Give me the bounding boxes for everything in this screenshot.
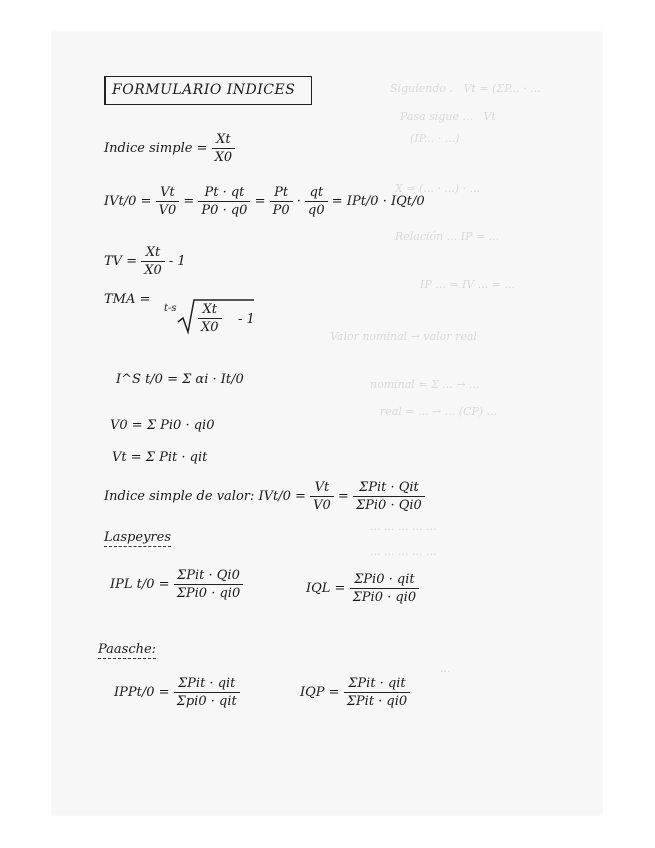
paasche-heading: Paasche: bbox=[98, 642, 157, 657]
iqp-lhs: IQP = bbox=[300, 685, 340, 700]
bleed-through-text: IP ... = IV ... = ... bbox=[420, 278, 515, 291]
fraction bbox=[141, 245, 165, 278]
numerator: Xt bbox=[202, 302, 217, 317]
formula-sintetico: I^S t/0 = Σ αi · It/0 bbox=[116, 372, 244, 387]
fraction bbox=[198, 185, 250, 218]
bleed-through-text: X = (... · ...) · ... bbox=[395, 182, 481, 195]
formula-iqp bbox=[300, 676, 410, 709]
bleed-through-text: Valor nominal → valor real bbox=[330, 330, 477, 343]
numerator: Vt bbox=[160, 185, 175, 200]
tma-tail: - 1 bbox=[238, 312, 255, 327]
bleed-through-text: (IP... · ...) bbox=[410, 132, 460, 145]
denominator: P0 · q0 bbox=[198, 201, 250, 218]
tma-root-index: t-s bbox=[164, 303, 177, 314]
bleed-through-text: real = ... → ... (CP) ... bbox=[380, 405, 498, 418]
formula-indice-valor: Indice simple de valor: IVt/0 = $\frac{Vt}{V0}$ = ΣPit · Qit ΣPi0 · Qi0 bbox=[104, 480, 425, 513]
numerator: ΣPit · Qi0 bbox=[177, 568, 240, 583]
formula-tma bbox=[104, 292, 150, 307]
formula-tv bbox=[104, 245, 186, 278]
fraction bbox=[156, 185, 180, 218]
fraction bbox=[305, 185, 328, 218]
numerator: ΣPit · qit bbox=[177, 676, 236, 691]
numerator: qt bbox=[309, 185, 324, 200]
denominator: q0 bbox=[305, 201, 328, 218]
denominator: X0 bbox=[212, 148, 236, 165]
denominator: X0 bbox=[141, 261, 165, 278]
laspeyres-heading: Laspeyres bbox=[104, 530, 171, 545]
ivalor-lhs: IVt/0 = bbox=[258, 489, 306, 504]
formula-vt: Vt = Σ Pit · qit bbox=[112, 450, 208, 465]
formula-ipp bbox=[114, 676, 240, 709]
formula-iql bbox=[306, 572, 419, 605]
formula-iv: IVt/0 = $\frac{Vt}{V0}$ = $\frac{Pt \cdot qt}{P0 \cdot q0}$ = $\frac{Pt}{P0}$ · $\frac{qt}{q0}$ = IPt/0 · IQt/0 bbox=[104, 185, 425, 218]
tma-fraction bbox=[198, 302, 222, 335]
denominator: ΣPit · qi0 bbox=[344, 692, 410, 709]
page-title: FORMULARIO INDICES bbox=[112, 82, 296, 98]
fraction bbox=[174, 568, 244, 601]
tv-tail: - 1 bbox=[168, 254, 186, 269]
bleed-through-text: Siguiendo . Vt = (ΣP... · ... bbox=[390, 82, 541, 95]
numerator: Xt bbox=[216, 132, 231, 147]
indice-simple-label: Indice simple = bbox=[104, 141, 208, 156]
numerator: Pt · qt bbox=[204, 185, 245, 200]
denominator: Σpi0 · qit bbox=[174, 692, 240, 709]
fraction bbox=[198, 302, 222, 335]
fraction bbox=[353, 480, 425, 513]
fraction bbox=[350, 572, 420, 605]
bleed-through-text: ... ... ... ... ... bbox=[370, 520, 437, 533]
ipl-lhs: IPL t/0 = bbox=[110, 577, 170, 592]
formula-v0: V0 = Σ Pi0 · qi0 bbox=[110, 418, 215, 433]
numerator: ΣPit · Qit bbox=[359, 480, 419, 495]
bleed-through-text: Relación ... IP = ... bbox=[395, 230, 500, 243]
denominator: ΣPi0 · qi0 bbox=[350, 588, 420, 605]
ipp-lhs: IPPt/0 = bbox=[114, 685, 170, 700]
denominator: P0 bbox=[270, 201, 293, 218]
bleed-through-text: Pasa sigue ... Vt bbox=[400, 110, 496, 123]
fraction bbox=[212, 132, 236, 165]
fraction bbox=[270, 185, 293, 218]
fraction bbox=[310, 480, 334, 513]
numerator: Pt bbox=[274, 185, 289, 200]
numerator: Vt bbox=[314, 480, 330, 495]
numerator: Xt bbox=[145, 245, 161, 260]
iv-lhs: IVt/0 = bbox=[104, 194, 152, 209]
denominator: V0 bbox=[310, 496, 334, 513]
iv-rhs: = IPt/0 · IQt/0 bbox=[331, 194, 425, 209]
bleed-through-text: nominal = Σ ... → ... bbox=[370, 378, 480, 391]
fraction bbox=[174, 676, 240, 709]
formula-indice-simple bbox=[104, 132, 235, 165]
denominator: ΣPi0 · qi0 bbox=[174, 584, 244, 601]
tv-lhs: TV = bbox=[104, 254, 138, 269]
bleed-through-text: ... bbox=[440, 662, 451, 675]
numerator: ΣPit · qit bbox=[348, 676, 406, 691]
tma-lhs: TMA = bbox=[104, 292, 151, 307]
denominator: V0 bbox=[156, 201, 180, 218]
fraction bbox=[344, 676, 410, 709]
formula-ipl bbox=[110, 568, 243, 601]
denominator: ΣPi0 · Qi0 bbox=[353, 496, 425, 513]
iql-lhs: IQL = bbox=[306, 581, 346, 596]
bleed-through-text: ... ... ... ... ... bbox=[370, 545, 437, 558]
ivalor-label: Indice simple de valor: bbox=[104, 489, 255, 504]
numerator: ΣPi0 · qit bbox=[354, 572, 415, 587]
denominator: X0 bbox=[198, 318, 222, 335]
